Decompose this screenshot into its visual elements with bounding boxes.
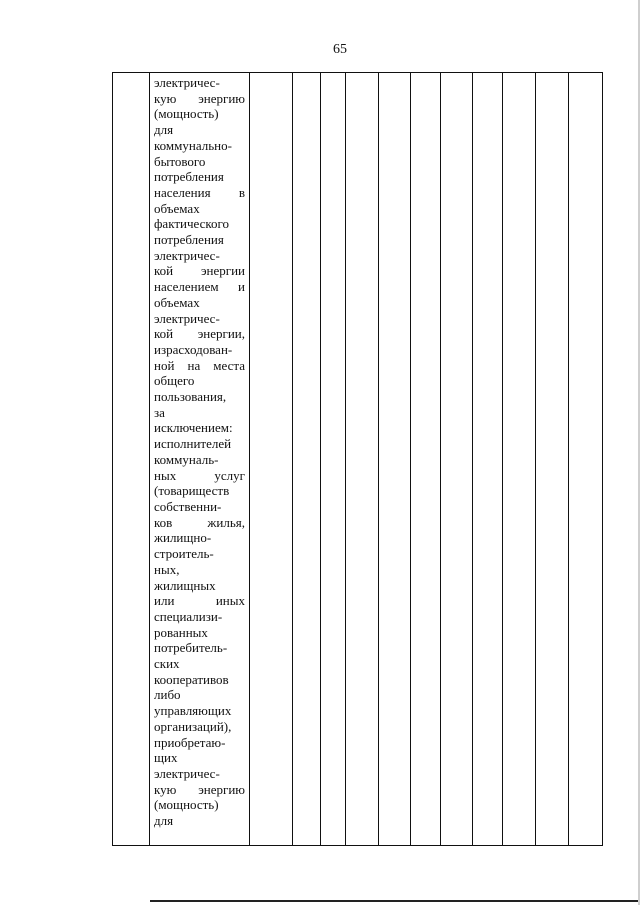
value-cell-6 bbox=[411, 73, 441, 846]
description-line: или иных bbox=[154, 593, 245, 609]
description-line: кую энергию bbox=[154, 90, 245, 106]
description-line: (мощность) bbox=[154, 797, 219, 813]
description-line: электричес- bbox=[154, 765, 220, 781]
description-line: для bbox=[154, 122, 174, 138]
value-cell-9 bbox=[503, 73, 536, 846]
page-number: 65 bbox=[333, 42, 347, 57]
value-cell-8 bbox=[473, 73, 503, 846]
description-line: израсходован- bbox=[154, 341, 233, 357]
description-line: кую энергию bbox=[154, 781, 245, 797]
description-line: кооперативов bbox=[154, 671, 229, 687]
description-line: кой энергии bbox=[154, 263, 245, 279]
description-line: объемах bbox=[154, 200, 200, 216]
description-line: исполнителей bbox=[154, 436, 232, 452]
description-line: коммунально- bbox=[154, 137, 232, 153]
description-line: (мощность) bbox=[154, 106, 219, 122]
description-line: ков жилья, bbox=[154, 514, 245, 530]
document-table bbox=[112, 72, 603, 846]
description-line: жилищных bbox=[154, 577, 216, 593]
description-line: приобретаю- bbox=[154, 734, 226, 750]
description-line: рованных bbox=[154, 624, 208, 640]
description-line: фактического bbox=[154, 216, 230, 232]
value-cell-10 bbox=[536, 73, 569, 846]
description-line: ских bbox=[154, 656, 180, 672]
description-line: ных услуг bbox=[154, 467, 245, 483]
bottom-rule bbox=[150, 900, 640, 902]
description-line: электричес- bbox=[154, 310, 220, 326]
description-line: либо bbox=[154, 687, 181, 703]
description-line: бытового bbox=[154, 153, 206, 169]
description-line: населения в bbox=[154, 184, 245, 200]
value-cell-3 bbox=[321, 73, 346, 846]
description-line: управляющих bbox=[154, 703, 232, 719]
value-cell-2 bbox=[293, 73, 321, 846]
value-cell-11 bbox=[569, 73, 603, 846]
description-line: кой энергии, bbox=[154, 326, 245, 342]
description-line: потребитель- bbox=[154, 640, 228, 656]
value-cell-5 bbox=[379, 73, 411, 846]
description-line: ных, bbox=[154, 561, 180, 577]
value-cell-7 bbox=[441, 73, 473, 846]
description-cell bbox=[150, 73, 250, 846]
description-line: коммуналь- bbox=[154, 451, 219, 467]
description-line: пользования, bbox=[154, 389, 227, 405]
description-line: за bbox=[154, 404, 165, 420]
description-text bbox=[154, 75, 245, 829]
description-line: специализи- bbox=[154, 608, 223, 624]
description-line: щих bbox=[154, 750, 178, 766]
table-row bbox=[113, 73, 603, 846]
description-line: собственни- bbox=[154, 498, 222, 514]
value-cell-1 bbox=[250, 73, 293, 846]
description-line: потребления bbox=[154, 232, 224, 248]
description-line: электричес- bbox=[154, 247, 220, 263]
description-line: строитель- bbox=[154, 546, 214, 562]
description-line: общего bbox=[154, 373, 195, 389]
description-line: объемах bbox=[154, 294, 200, 310]
description-line: потребления bbox=[154, 169, 224, 185]
description-line: ной на места bbox=[154, 357, 245, 373]
value-cell-4 bbox=[346, 73, 379, 846]
number-cell bbox=[113, 73, 150, 846]
description-line: жилищно- bbox=[154, 530, 212, 546]
description-line: организаций), bbox=[154, 718, 232, 734]
description-line: исключением: bbox=[154, 420, 233, 436]
description-line: (товариществ bbox=[154, 483, 230, 499]
description-line: населением и bbox=[154, 279, 245, 295]
description-line: электричес- bbox=[154, 75, 220, 90]
description-line: для bbox=[154, 813, 174, 829]
